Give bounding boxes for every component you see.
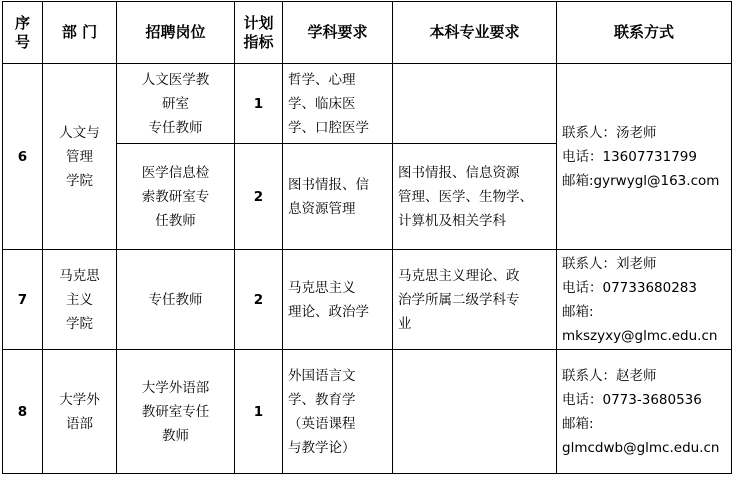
header-post: 招聘岗位 (117, 2, 235, 64)
header-no: 序 号 (3, 2, 43, 64)
row-number: 6 (3, 64, 43, 250)
recruitment-table (2, 1, 732, 474)
header-contact: 联系方式 (557, 2, 732, 64)
contact-phone: 电话：13607731799 (562, 148, 697, 165)
subject-cell: 哲学、心理 学、临床医 学、口腔医学 (283, 64, 393, 144)
major-cell (393, 64, 557, 144)
major-cell: 马克思主义理论、政 治学所属二级学科专 业 (393, 250, 557, 350)
table-row (3, 64, 732, 144)
major-cell: 图书情报、信息资源 管理、医学、生物学、 计算机及相关学科 (393, 144, 557, 250)
department-cell: 马克思 主义 学院 (43, 250, 117, 350)
contact-cell (557, 250, 732, 350)
table-row (3, 250, 732, 350)
post-cell: 专任教师 (117, 250, 235, 350)
subject-cell: 外国语言文 学、教育学 （英语课程 与教学论） (283, 350, 393, 474)
header-major: 本科专业要求 (393, 2, 557, 64)
contact-cell (557, 350, 732, 474)
table-row (3, 350, 732, 474)
post-cell: 大学外语部 教研室专任 教师 (117, 350, 235, 474)
row-number: 8 (3, 350, 43, 474)
quota-cell: 2 (235, 250, 283, 350)
contact-email: glmcdwb@glmc.edu.cn (562, 439, 720, 456)
quota-cell: 2 (235, 144, 283, 250)
header-row (3, 2, 732, 64)
quota-cell: 1 (235, 64, 283, 144)
contact-email: mkszyxy@glmc.edu.cn (562, 327, 718, 344)
subject-cell: 马克思主义 理论、政治学 (283, 250, 393, 350)
post-cell: 人文医学教 研室 专任教师 (117, 64, 235, 144)
contact-person: 联系人：赵老师 (562, 367, 657, 384)
contact-email: 邮箱:gyrwygl@163.com (562, 172, 720, 189)
contact-email-label: 邮箱: (562, 415, 594, 432)
department-cell: 人文与 管理 学院 (43, 64, 117, 250)
contact-person: 联系人：刘老师 (562, 255, 657, 272)
header-dept: 部 门 (43, 2, 117, 64)
contact-person: 联系人：汤老师 (562, 124, 657, 141)
department-cell: 大学外 语部 (43, 350, 117, 474)
quota-cell: 1 (235, 350, 283, 474)
contact-email-label: 邮箱: (562, 303, 594, 320)
header-subject: 学科要求 (283, 2, 393, 64)
post-cell: 医学信息检 索教研室专 任教师 (117, 144, 235, 250)
contact-phone: 电话：07733680283 (562, 279, 697, 296)
row-number: 7 (3, 250, 43, 350)
contact-phone: 电话：0773-3680536 (562, 391, 702, 408)
contact-cell (557, 64, 732, 250)
subject-cell: 图书情报、信 息资源管理 (283, 144, 393, 250)
major-cell (393, 350, 557, 474)
header-quota: 计划 指标 (235, 2, 283, 64)
